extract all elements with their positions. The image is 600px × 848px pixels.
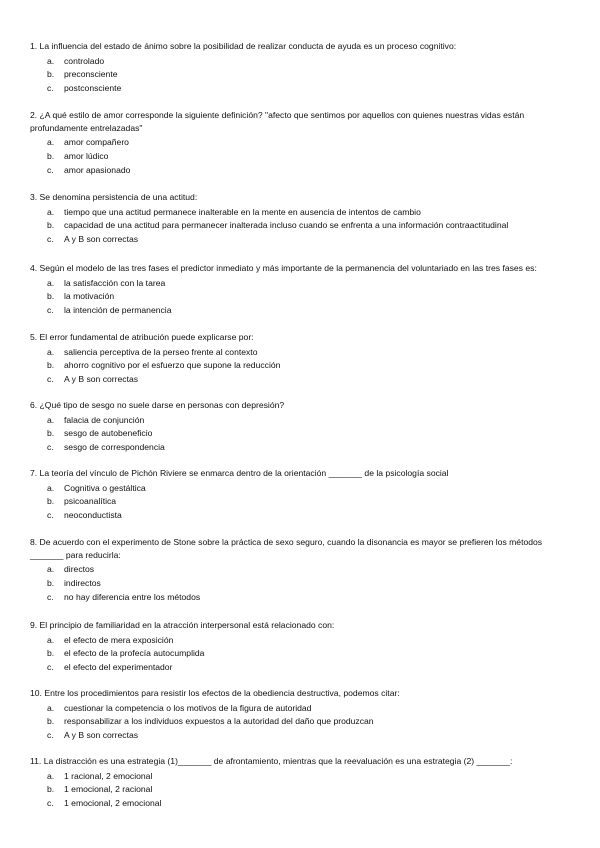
option-letter: b. [47,220,55,231]
question-2 [30,109,575,178]
option-text: A y B son correctas [64,374,139,385]
option-text: sesgo de autobeneficio [64,428,153,439]
question-text: 1. La influencia del estado de ánimo sobre la posibilidad de realizar conducta de ayuda es un proceso cognitivo: [30,41,457,51]
option-text: 1 emocional, 2 emocional [64,798,162,809]
question-8 [30,536,575,605]
option-text: controlado [64,55,105,66]
options-list [30,55,575,97]
option-text: saliencia perceptiva de la perseo frente al contexto [64,346,258,357]
option-letter: a. [47,137,55,148]
option-b [30,68,575,82]
question-1 [30,40,575,96]
option-a [30,277,575,291]
option-c [30,441,575,455]
option-text: falacia de conjunción [64,414,145,425]
option-text: directos [64,564,95,575]
option-letter: a. [47,55,55,66]
options-list [30,634,575,676]
options-list [30,702,575,744]
option-letter: a. [47,206,55,217]
option-letter: c. [47,730,54,741]
option-a [30,702,575,716]
option-b [30,290,575,304]
option-a [30,482,575,496]
option-c [30,729,575,743]
option-letter: b. [47,784,55,795]
option-text: neoconductista [64,510,122,521]
option-text: la intención de permanencia [64,305,172,316]
question-text: 7. La teoría del vínculo de Pichón Riviere se enmarca dentro de la orientación _______ de la psicología social [30,468,449,478]
question-text: 4. Según el modelo de las tres fases el predictor inmediato y más importante de la permanencia del voluntariado en las tres fases es: [30,263,537,273]
question-3 [30,191,575,247]
option-text: Cognitiva o gestáltica [64,482,146,493]
option-letter: b. [47,716,55,727]
option-text: psicoanalítica [64,496,117,507]
option-text: preconsciente [64,69,118,80]
option-text: amor apasionado [64,164,131,175]
option-letter: c. [47,83,54,94]
question-11 [30,755,575,811]
option-text: 1 racional, 2 emocional [64,770,153,781]
option-text: amor lúdico [64,151,109,162]
option-c [30,591,575,605]
option-letter: c. [47,374,54,385]
options-list [30,136,575,178]
option-letter: a. [47,702,55,713]
question-text: 5. El error fundamental de atribución puede explicarse por: [30,332,254,342]
options-list [30,414,575,456]
option-letter: b. [47,69,55,80]
question-text: 10. Entre los procedimientos para resistir los efectos de la obediencia destructiva, podemos citar: [30,688,400,698]
option-a [30,55,575,69]
question-4 [30,262,575,318]
option-text: la motivación [64,291,115,302]
option-b [30,219,575,233]
option-letter: b. [47,496,55,507]
option-letter: b. [47,291,55,302]
option-a [30,346,575,360]
option-text: la satisfacción con la tarea [64,277,166,288]
question-10 [30,687,575,743]
option-text: postconsciente [64,83,122,94]
option-c [30,661,575,675]
option-b [30,427,575,441]
option-c [30,797,575,811]
question-text: 9. El principio de familiaridad en la atracción interpersonal está relacionado con: [30,620,335,630]
option-c [30,509,575,523]
option-text: 1 emocional, 2 racional [64,784,153,795]
option-a [30,770,575,784]
question-text: 3. Se denomina persistencia de una actitud: [30,192,198,202]
option-letter: b. [47,428,55,439]
option-letter: a. [47,346,55,357]
option-letter: c. [47,662,54,673]
option-a [30,634,575,648]
question-6 [30,399,575,455]
option-letter: b. [47,360,55,371]
option-letter: a. [47,634,55,645]
option-text: A y B son correctas [64,730,139,741]
question-text: 2. ¿A qué estilo de amor corresponde la siguiente definición? "afecto que sentimos por aquellos con quienes nuestras vidas están profundamente entrelazadas" [30,110,525,133]
option-text: tiempo que una actitud permanece inalterable en la mente en ausencia de intentos de cambio [64,206,421,217]
option-text: el efecto del experimentador [64,662,173,673]
options-list [30,563,575,605]
option-b [30,150,575,164]
option-letter: a. [47,277,55,288]
question-text: 6. ¿Qué tipo de sesgo no suele darse en personas con depresión? [30,400,285,410]
option-letter: a. [47,482,55,493]
option-letter: a. [47,770,55,781]
option-a [30,414,575,428]
question-7 [30,467,575,523]
option-a [30,563,575,577]
option-letter: c. [47,591,54,602]
option-text: cuestionar la competencia o los motivos de la figura de autoridad [64,702,312,713]
option-text: capacidad de una actitud para permanecer inalterada incluso cuando se enfrenta a una información contraactitudinal [64,220,509,231]
option-text: ahorro cognitivo por el esfuerzo que supone la reducción [64,360,281,371]
option-b [30,359,575,373]
option-letter: c. [47,442,54,453]
question-text: 8. De acuerdo con el experimento de Stone sobre la práctica de sexo seguro, cuando la disonancia es mayor se prefieren los métodos _______ para reducirla: [30,537,543,560]
option-c [30,373,575,387]
options-list [30,482,575,524]
option-c [30,304,575,318]
question-5 [30,331,575,387]
option-letter: a. [47,564,55,575]
option-b [30,715,575,729]
option-letter: c. [47,234,54,245]
option-a [30,206,575,220]
option-letter: c. [47,164,54,175]
option-text: A y B son correctas [64,234,139,245]
option-a [30,136,575,150]
option-b [30,647,575,661]
option-letter: c. [47,510,54,521]
option-c [30,233,575,247]
option-b [30,783,575,797]
option-text: el efecto de la profecía autocumplida [64,648,205,659]
option-c [30,164,575,178]
option-letter: b. [47,578,55,589]
option-text: responsabilizar a los individuos expuestos a la autoridad del daño que produzcan [64,716,374,727]
option-text: sesgo de correspondencia [64,442,165,453]
options-list [30,770,575,812]
question-9 [30,619,575,675]
option-letter: c. [47,305,54,316]
options-list [30,346,575,388]
option-letter: c. [47,798,54,809]
option-c [30,82,575,96]
option-b [30,577,575,591]
option-letter: b. [47,648,55,659]
option-text: el efecto de mera exposición [64,634,174,645]
option-letter: a. [47,414,55,425]
question-text: 11. La distracción es una estrategia (1)_______ de afrontamiento, mientras que la reevaluación es una estrategia (2) _______: [30,756,513,766]
option-letter: b. [47,151,55,162]
option-text: indirectos [64,578,101,589]
options-list [30,277,575,319]
option-b [30,495,575,509]
option-text: amor compañero [64,137,129,148]
options-list [30,206,575,248]
option-text: no hay diferencia entre los métodos [64,591,201,602]
